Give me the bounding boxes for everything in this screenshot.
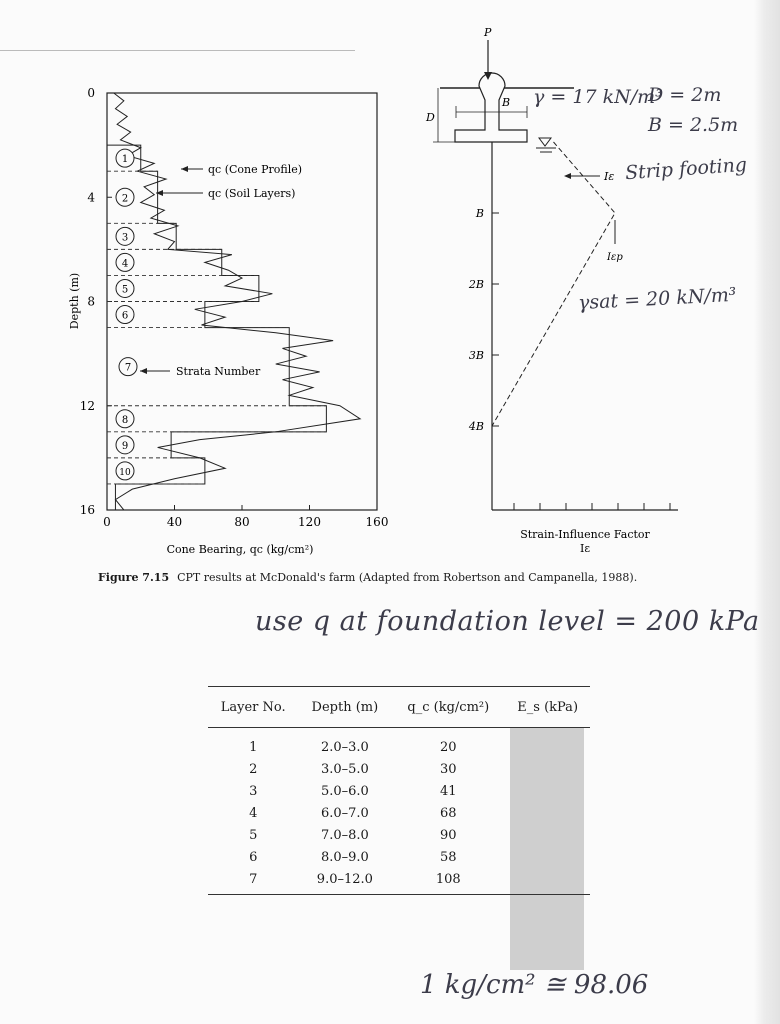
strata-number-label: 10 [119, 467, 131, 478]
x-tick-label: 40 [166, 515, 183, 529]
y-tick-label: 16 [79, 503, 95, 517]
cell-depth: 7.0–8.0 [320, 827, 369, 843]
influence-xlabel-2: Iε [579, 542, 591, 555]
cell-es [505, 802, 590, 824]
cell-depth: 3.0–5.0 [320, 761, 369, 777]
influence-y-label: 2B [468, 278, 484, 291]
cell-es [505, 824, 590, 846]
layer-table [208, 686, 590, 895]
strata-number-label: 6 [121, 310, 129, 322]
hand-B: B = 2.5m [648, 114, 739, 136]
cell-layer: 2 [249, 761, 258, 777]
footing [455, 73, 527, 142]
label-I-eps-p: Iεp [607, 252, 623, 263]
x-axis-label: Cone Bearing, qc (kg/cm²) [166, 543, 314, 556]
influence-y-label: 4B [468, 420, 484, 433]
cell-qc: 41 [440, 783, 457, 799]
strata-number-label: 7 [124, 362, 132, 374]
cell-qc: 108 [391, 868, 505, 895]
strata-number-label: 2 [121, 193, 129, 205]
cell-layer: 6 [249, 849, 258, 865]
cell-depth: 8.0–9.0 [320, 849, 369, 865]
cell-qc: 90 [440, 827, 457, 843]
soil-layers-label: qc (Soil Layers) [208, 187, 296, 200]
hand-note: use q at foundation level = 200 kPa [255, 606, 760, 637]
cell-layer: 3 [249, 783, 258, 799]
x-tick-label: 120 [298, 515, 321, 529]
x-tick-label: 160 [365, 515, 389, 529]
table-row [208, 758, 590, 780]
y-axis-label: Depth (m) [68, 272, 81, 330]
label-I-eps: Iε [604, 170, 615, 183]
header-depth: Depth (m) [298, 687, 391, 728]
header-es: E_s (kPa) [505, 687, 590, 728]
cell-layer: 4 [249, 805, 258, 821]
caption-label: Figure 7.15 [98, 571, 170, 584]
cell-depth: 2.0–3.0 [320, 739, 369, 755]
header-layer: Layer No. [208, 687, 298, 728]
hand-gamma: γ = 17 kN/m³ [533, 86, 663, 108]
hand-strip: Strip footing [624, 153, 748, 185]
cell-depth: 6.0–7.0 [320, 805, 369, 821]
x-tick-label: 80 [234, 515, 250, 529]
cell-layer: 7 [208, 868, 298, 895]
strata-number-label: 4 [121, 258, 129, 270]
cell-depth: 9.0–12.0 [298, 868, 391, 895]
influence-xlabel-1: Strain-Influence Factor [520, 528, 650, 541]
cell-es [505, 758, 590, 780]
cell-qc: 20 [440, 739, 457, 755]
influence-y-label: B [475, 207, 484, 220]
table-header-row [208, 687, 590, 728]
strata-number-label: 5 [121, 284, 129, 296]
table-row [208, 780, 590, 802]
cell-layer: 1 [249, 739, 258, 755]
influence-profile [492, 142, 615, 426]
strata-number-text: Strata Number [176, 365, 261, 378]
caption-text: CPT results at McDonald's farm (Adapted from Robertson and Campanella, 1988). [177, 571, 638, 584]
strata-number-label: 9 [121, 440, 129, 452]
table-row [208, 846, 590, 868]
table-row [208, 824, 590, 846]
cell-es [505, 846, 590, 868]
arrow-head [156, 190, 163, 196]
hand-D: D = 2m [648, 84, 722, 106]
hand-gamma-sat: γsat = 20 kN/m³ [577, 283, 737, 315]
cone-profile-label: qc (Cone Profile) [208, 163, 303, 176]
cell-qc: 30 [440, 761, 457, 777]
table-row [208, 802, 590, 824]
strata-number-label: 1 [121, 154, 129, 166]
arrow-head [140, 368, 147, 374]
header-qc: q_c (kg/cm²) [391, 687, 505, 728]
arrow-head [564, 173, 571, 179]
y-tick-label: 12 [79, 398, 95, 413]
table-row [208, 868, 590, 895]
cell-depth: 5.0–6.0 [320, 783, 369, 799]
cell-qc: 58 [440, 849, 457, 865]
hand-conversion: 1 kg/cm² ≅ 98.06 [420, 970, 649, 1000]
strata-number-label: 3 [121, 232, 129, 244]
y-tick-label: 0 [87, 86, 95, 100]
cell-es [505, 728, 590, 759]
strata-number-label: 8 [121, 414, 129, 426]
label-B: B [502, 96, 511, 109]
y-tick-label: 4 [87, 190, 95, 205]
label-P: P [484, 26, 492, 39]
cell-es [505, 868, 590, 895]
water-table-symbol [539, 138, 551, 146]
y-tick-label: 8 [87, 294, 95, 309]
cell-qc: 68 [440, 805, 457, 821]
cell-es [505, 780, 590, 802]
table-row [208, 728, 590, 759]
label-D: D [426, 111, 435, 124]
x-tick-label: 0 [103, 515, 111, 529]
influence-y-label: 3B [468, 349, 484, 362]
cell-layer: 5 [249, 827, 258, 843]
figure-caption [98, 571, 637, 584]
arrow-head [181, 166, 188, 172]
